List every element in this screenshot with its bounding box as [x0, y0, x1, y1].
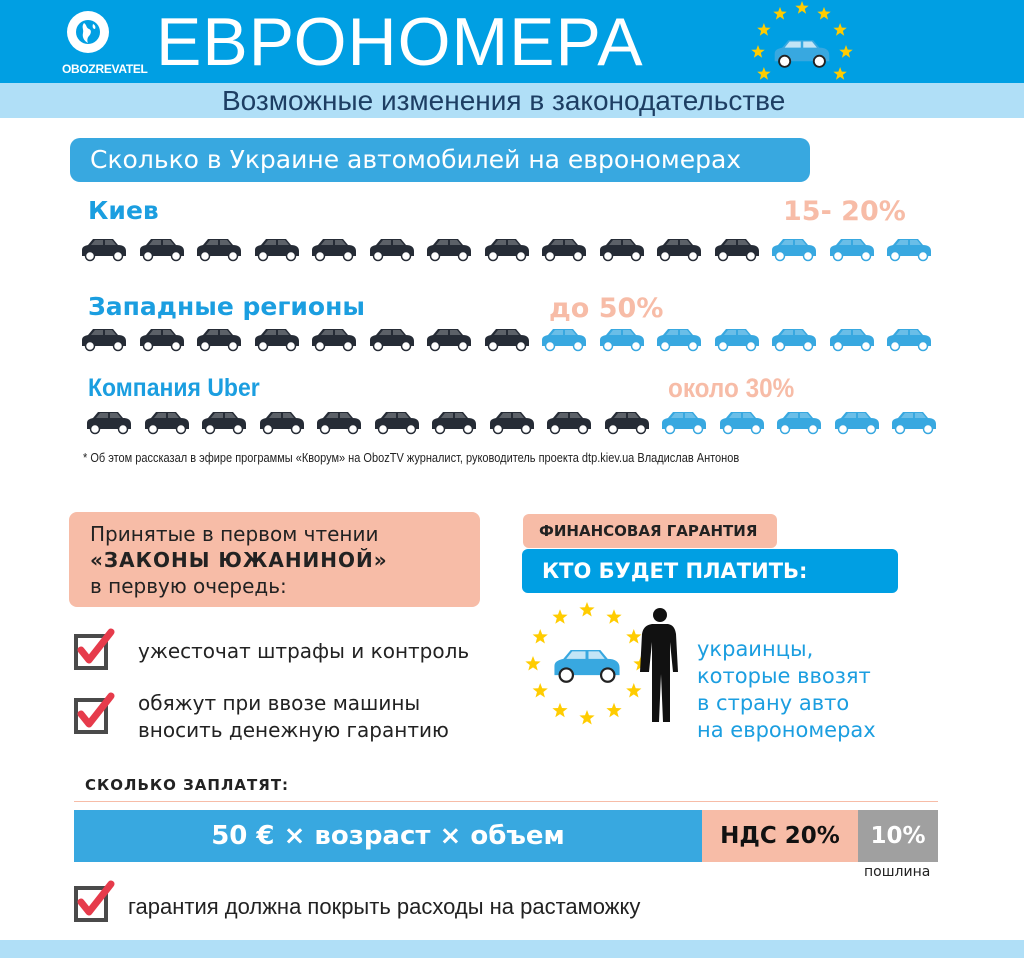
- car-row-west: [79, 326, 934, 352]
- checkbox-checked-icon: [73, 692, 117, 736]
- law-item-1: ужесточат штрафы и контроль: [138, 639, 470, 663]
- law-item-2-line1: обяжут при ввозе машины: [138, 691, 421, 715]
- divider: [74, 801, 938, 802]
- financial-guarantee-tag: ФИНАНСОВАЯ ГАРАНТИЯ: [523, 514, 777, 548]
- car-row-kiev: [79, 236, 934, 262]
- checkbox-checked-icon: [73, 628, 117, 672]
- who-line: на еврономерах: [697, 718, 876, 742]
- page-title: ЕВРОНОМЕРА: [156, 4, 644, 80]
- person-silhouette-icon: [636, 606, 682, 724]
- who-line: которые ввозят: [697, 664, 871, 688]
- eu-car-emblem-icon: [740, 0, 865, 83]
- law-item-2-line2: вносить денежную гарантию: [138, 718, 449, 742]
- who-pays-description: [697, 636, 876, 744]
- footnote: * Об этом рассказал в эфире программы «Кворум» на ObozTV журналист, руководитель проекта dtp.kiev.ua Владислав Антонов: [83, 451, 740, 465]
- laws-title: «ЗАКОНЫ ЮЖАНИНОЙ»: [90, 548, 388, 572]
- who-line: в страну авто: [697, 691, 850, 715]
- laws-line1: Принятые в первом чтении: [90, 522, 379, 546]
- eu-stars-car-icon: [522, 600, 652, 730]
- row-value-west: до 50%: [549, 293, 664, 324]
- vat-bar: НДС 20%: [702, 810, 858, 862]
- row-value-uber: около 30%: [668, 373, 795, 403]
- logo-text: OBOZREVATEL: [62, 62, 148, 76]
- row-label-uber: Компания Uber: [88, 374, 260, 402]
- footer-band: [0, 940, 1024, 958]
- laws-line3: в первую очередь:: [90, 574, 287, 598]
- formula-bar: 50 € × возраст × объем: [74, 810, 702, 862]
- how-much-heading: СКОЛЬКО ЗАПЛАТЯТ:: [85, 776, 290, 794]
- row-label-west: Западные регионы: [88, 292, 365, 321]
- section-heading-count: Сколько в Украине автомобилей на еврономерах: [70, 138, 810, 182]
- who-line: украинцы,: [697, 637, 814, 661]
- guarantee-note: гарантия должна покрыть расходы на растаможку: [128, 894, 641, 919]
- duty-label: пошлина: [864, 864, 931, 880]
- page-subtitle: Возможные изменения в законодательстве: [222, 85, 786, 116]
- car-row-uber: [84, 409, 939, 435]
- who-pays-heading: КТО БУДЕТ ПЛАТИТЬ:: [522, 549, 898, 593]
- laws-box: [69, 512, 480, 607]
- law-item-2: [138, 690, 449, 744]
- row-label-kiev: Киев: [88, 196, 159, 225]
- row-value-kiev: 15- 20%: [783, 196, 906, 227]
- checkbox-checked-icon: [73, 880, 117, 924]
- globe-logo-icon: [67, 11, 109, 53]
- duty-bar: 10%: [858, 810, 938, 862]
